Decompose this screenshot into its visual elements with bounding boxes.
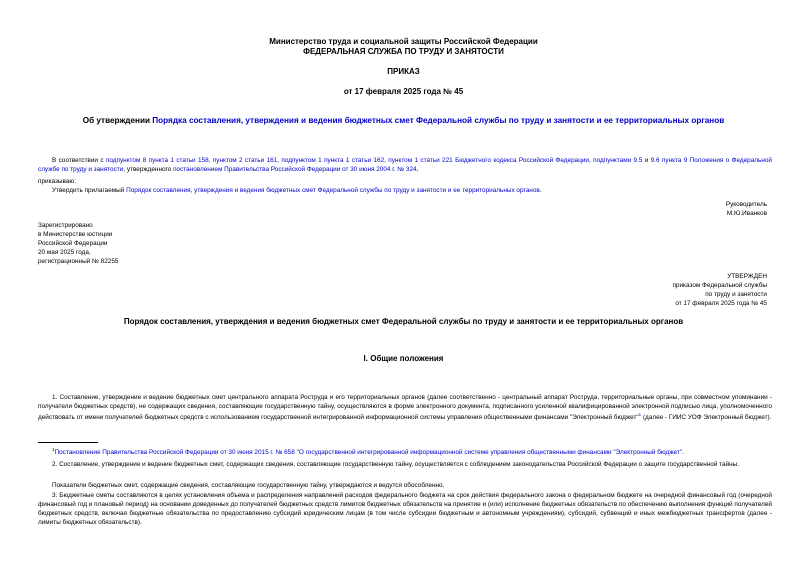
procedure-title: Порядок составления, утверждения и ведения бюджетных смет Федеральной службы по труду и занятости и ее территориальных органов	[123, 317, 684, 326]
section-title: I. Общие положения	[363, 354, 444, 363]
preamble-text: , утвержденного	[123, 165, 174, 173]
registration-block	[38, 222, 118, 267]
signature-block	[726, 201, 767, 219]
paragraph-1-text: 1. Составление, утверждение и ведение бюджетных смет центрального аппарата Роструда и его территориальных органов (далее соответственно - центральный аппарат Роструда, территориальные органы, при совместном упоминании - получатели бюджетных средств), не содержащих сведения, составляющие государственную тайну, осуществляются в форме электронного документа, подписанного усиленной квалифицированной электронной подписью лица, уполномоченного действовать от имени получателей бюджетных средств с использованием государственной интегрированной информационной системы управления общественными финансами "Электронный бюджет"	[38, 394, 772, 422]
budget-code-link[interactable]: подпунктом 8 пункта 1 статьи 158, пунктом 2 статьи 161, подпунктом 1 пункта 1 статьи 162, пунктом 1 статьи 221 Бюджетного кодекса Российской Федерации, подпунктами 9.5	[105, 157, 643, 164]
registration-line: в Министерстве юстиции	[38, 230, 113, 238]
order-word: приказываю:	[38, 178, 76, 185]
ministry-name: Министерство труда и социальной защиты Российской Федерации	[269, 37, 538, 46]
footnote-divider	[38, 442, 98, 443]
preamble-text: и	[642, 157, 651, 164]
approved-line: по труду и занятости	[705, 290, 767, 298]
preamble-paragraph	[38, 157, 772, 175]
government-decree-link[interactable]: постановлением Правительства Российской Федерации от 30 июня 2004 г. № 324	[173, 165, 417, 173]
approved-line: от 17 февраля 2025 года № 45	[675, 299, 767, 307]
paragraph-1	[38, 394, 772, 423]
paragraph-3: 3. Бюджетные сметы составляются в целях установления объема и распределения направлений расходов федерального бюджета на срок действия федерального закона о федеральном бюджете на очередной финансовый год (очередной финансовый год и плановый период) на основании доведенных до получателей бюджетных средств лимитов бюджетных обязательств на принятие и (или) исполнение бюджетных обязательств по обеспечению выполнения функций получателей бюджетных средств, включая бюджетные обязательства по предоставлению субсидий юридическим лицам (в том числе субсидии бюджетным и автономным учреждениям), субсидий, субвенций и иных межбюджетных трансфертов (далее - лимиты бюджетных обязательств).	[38, 492, 772, 526]
approved-block	[672, 273, 767, 309]
footnote-mark: 1	[52, 447, 55, 452]
signer-name: М.Ю.Иванков	[726, 209, 767, 217]
registration-line: Российской Федерации	[38, 239, 108, 247]
document-date-number: от 17 февраля 2025 года № 45	[343, 87, 464, 96]
signer-title: Руководитель	[725, 201, 767, 208]
registration-line: регистрационный № 82255	[38, 257, 119, 265]
procedure-link[interactable]: Порядок составления, утверждения и ведения бюджетных смет Федеральной службы по труду и занятости и ее территориальных органов	[126, 187, 540, 194]
footnote-ref[interactable]: 1	[638, 411, 642, 417]
approve-text: .	[539, 187, 542, 194]
footnote	[38, 447, 772, 458]
registration-line: Зарегистрировано	[38, 222, 93, 229]
paragraph-1-tail: (далее - ГИИС УОФ Электронный бюджет).	[641, 414, 772, 422]
approve-paragraph	[38, 187, 772, 196]
paragraph-2b: Показатели бюджетных смет, содержащие сведения, составляющие государственную тайну, утверждаются и ведутся обособленно.	[52, 482, 445, 489]
preamble-text: ,	[416, 165, 419, 173]
paragraph-2: 2. Составление, утверждение и ведение бюджетных смет, содержащих сведения, составляющие государственную тайну, осуществляется с соблюдением законодательства Российской Федерации о защите государственной тайны.	[52, 461, 740, 468]
service-name: ФЕДЕРАЛЬНАЯ СЛУЖБА ПО ТРУДУ И ЗАНЯТОСТИ	[303, 47, 504, 56]
preamble-text: В соответствии с	[52, 157, 106, 164]
approved-line: приказом Федеральной службы	[672, 281, 767, 289]
footnote-link[interactable]: Постановление Правительства Российской Федерации от 30 июня 2015 г. № 658 "О государственной интегрированной информационной системе управления общественными финансами "Электронный бюджет"	[54, 449, 683, 457]
approved-line: УТВЕРЖДЕН	[727, 273, 767, 280]
footnote-tail: .	[682, 449, 684, 457]
document-type: ПРИКАЗ	[387, 67, 420, 76]
subject-prefix: Об утверждении	[82, 116, 153, 125]
subject-link[interactable]: Порядка составления, утверждения и ведения бюджетных смет Федеральной службы по труду и занятости и ее территориальных органов	[152, 116, 725, 125]
document-subject	[0, 115, 807, 126]
approve-text: Утвердить прилагаемый	[52, 187, 127, 194]
regulation-link[interactable]: 9.6 пункта 9 Положения о Федеральной службе по труду и занятости	[38, 157, 773, 173]
registration-line: 20 мая 2025 года,	[38, 248, 91, 256]
